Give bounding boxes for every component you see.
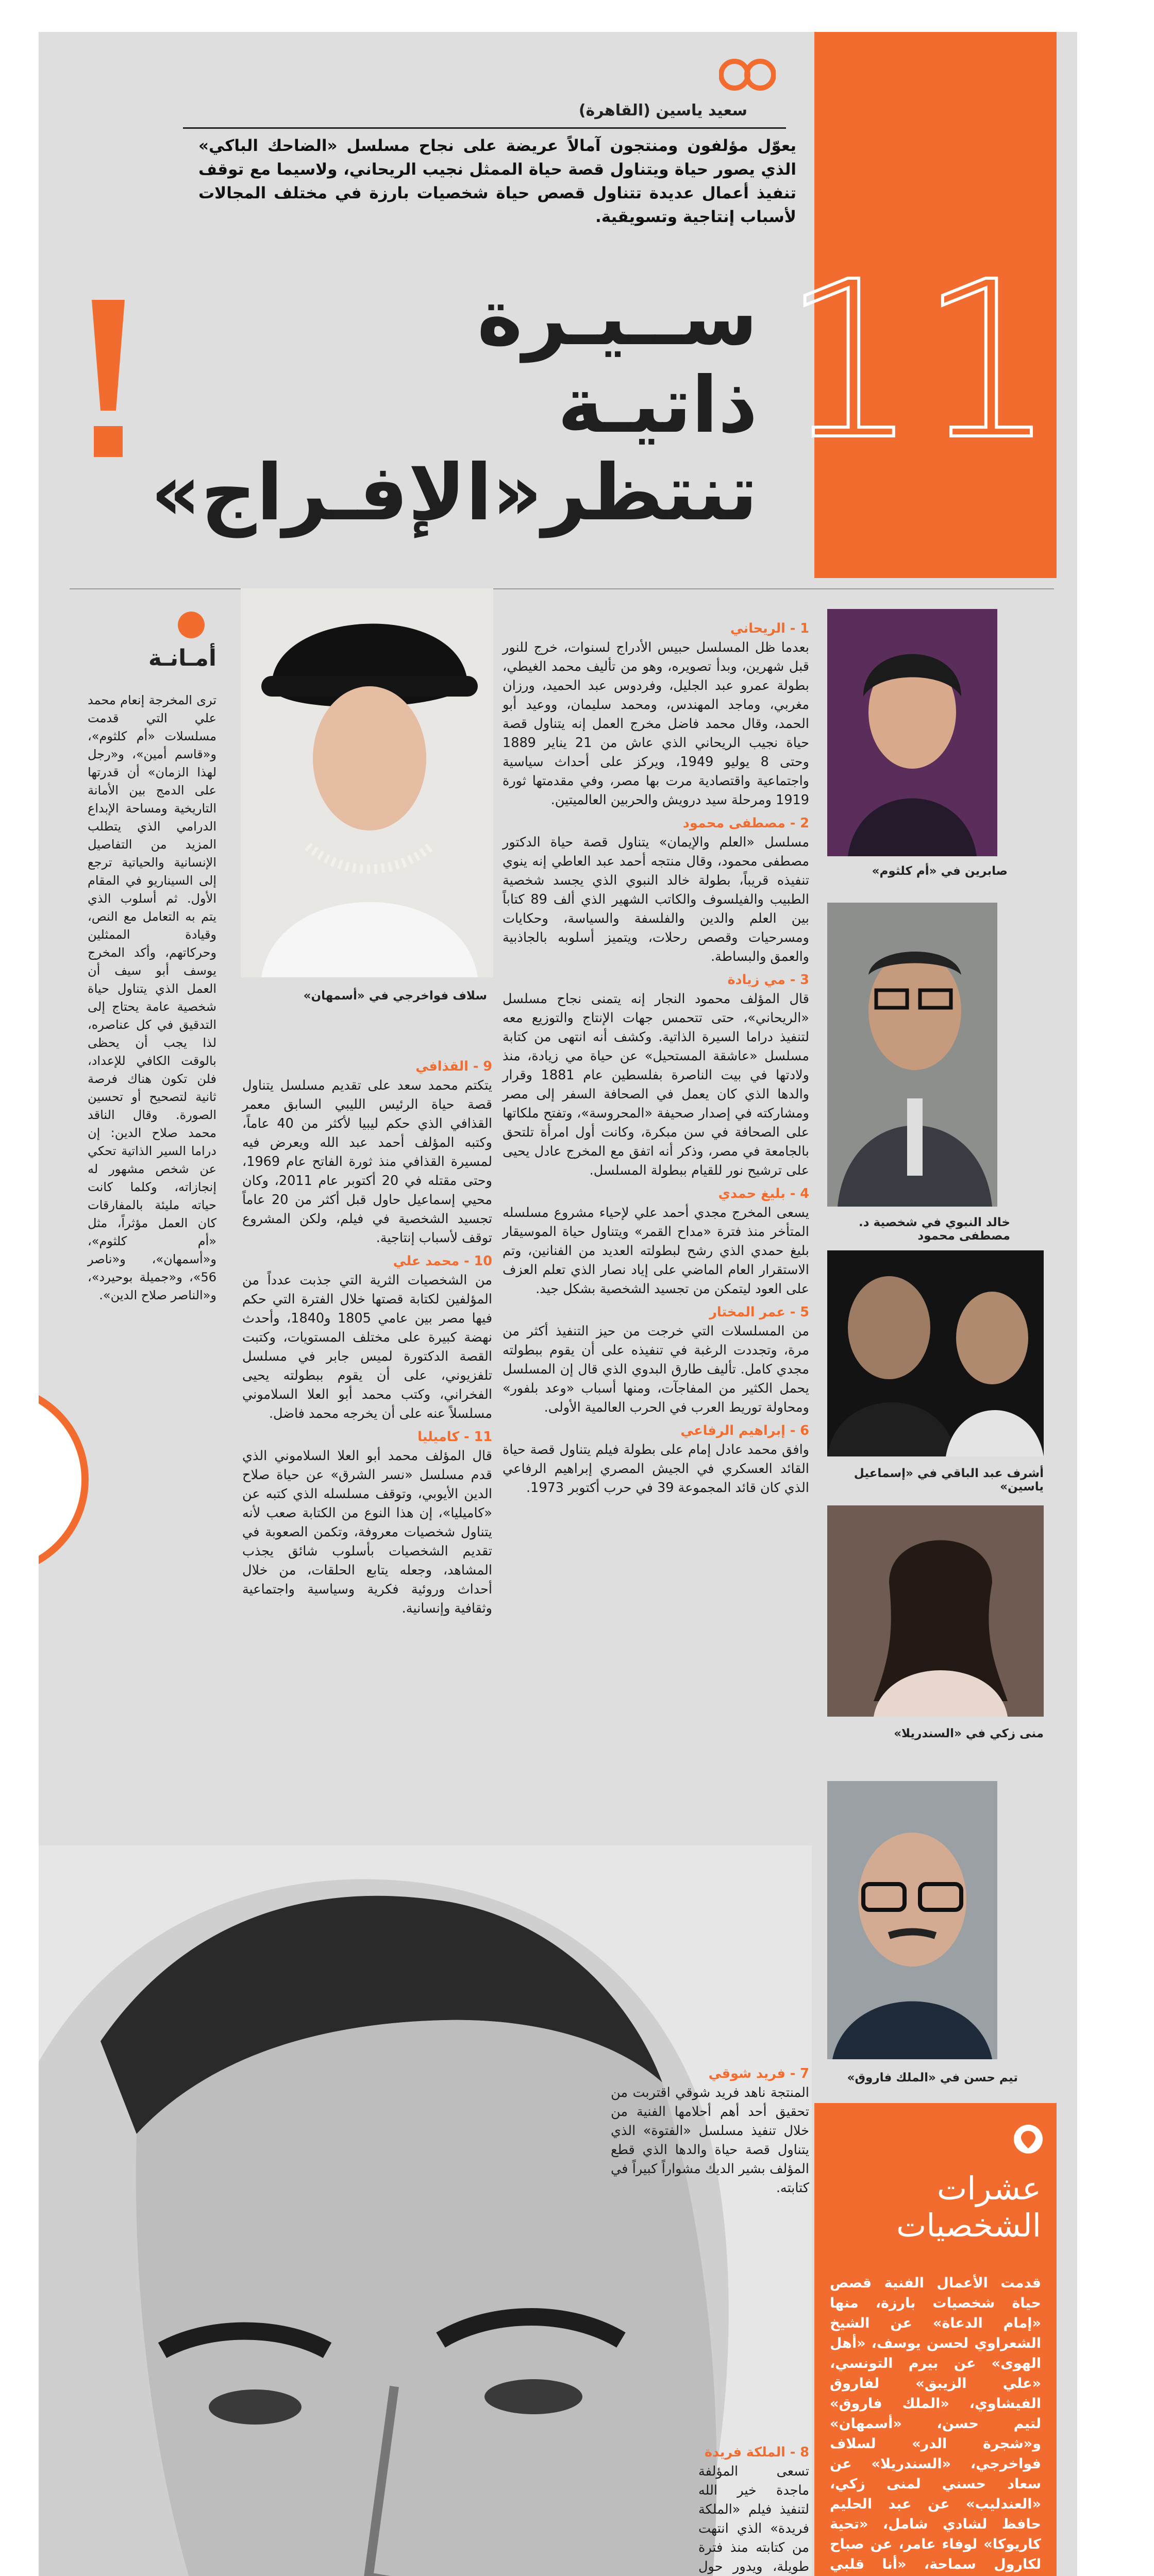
- entry-title: 9 - القذافي: [415, 1059, 492, 1074]
- entries-column-narrow: [611, 2064, 809, 2202]
- entry-title: 8 - الملكة فريدة: [705, 2445, 809, 2460]
- cinderella-photo: [827, 1505, 1044, 1717]
- entry-9: [242, 1057, 492, 1248]
- entry-text: يسعى المخرج مجدي أحمد علي لإحياء مشروع مسلسله المتأخر منذ فترة «مداح القمر» ويتناول حياة الموسيقار بليغ حمدي الذي رشح لبطولته العديد من الفنانين، وتم الاستقرار العام الماضي على إياد نصار الذي تعلم العزف على العود ليتمكن من تجسيد الشخصية بشكل جيد.: [503, 1205, 809, 1297]
- personalities-box: [814, 2103, 1057, 2576]
- entry-11: [242, 1428, 492, 1618]
- entry-text: قال المؤلف محمد أبو العلا السلاموني الذي قدم مسلسل «نسر الشرق» عن حياة صلاح الدين الأيوبي، وتوقف مسلسله الذي كتبه عن «كاميليا»، إن هذا النوع من الكتابة صعب لأنه يتناول شخصيات معروفة، وتكمن الصعوبة في تقديم الشخصيات بأسلوب شائق يجذب المشاهد، وجعله يتابع الحلقات، من خلال أحداث وروئية فكرية وسياسية واجتماعية وثقافية وإنسانية.: [242, 1448, 492, 1616]
- quote-icon: [719, 57, 776, 93]
- entry-title: 11 - كاميليا: [417, 1429, 492, 1445]
- entry-title: 2 - مصطفى محمود: [682, 816, 809, 831]
- ismail-yassin-caption: أشرف عبد الباقي في «إسماعيل ياسين»: [854, 1467, 1044, 1494]
- entry-title: 1 - الريحاني: [730, 621, 809, 636]
- asmahan-caption: سلاف فواخرجي في «أسمهان»: [303, 989, 487, 1003]
- byline: سعيد ياسين (القاهرة): [578, 101, 747, 120]
- section-divider: [70, 588, 1054, 589]
- entry-7: [611, 2064, 809, 2198]
- mostafa-mahmoud-photo: [827, 903, 997, 1207]
- king-farouk-photo: [827, 1781, 997, 2059]
- entry-text: المنتجة ناهد فريد شوقي اقتربت من تحقيق أحد أهم أحلامها الفنية من خلال تنفيذ مسلسل «الفتوة» الذي يتناول قصة حياة والدها الذي قطع المؤلف بشير الديك مشواراً كبيراً في كتابته.: [611, 2085, 809, 2196]
- entry-1: [503, 619, 809, 810]
- cinderella-caption: منى زكي في «السندريلا»: [894, 1727, 1044, 1740]
- sidebar-title: أمـانـة: [148, 645, 216, 671]
- entry-title: 10 - محمد علي: [393, 1253, 492, 1269]
- decorative-circle: [39, 1371, 116, 1588]
- magazine-page: [39, 32, 1077, 2576]
- location-pin-icon: [178, 612, 205, 638]
- entry-text: من الشخصيات الثرية التي جذبت عدداً من المؤلفين لكتابة قصتها خلال الفترة التي حكم فيها مصر بين عامي 1805 و1840، وأحدث نهضة كبيرة على مختلف المستويات، وكتبت القصة الدكتورة لميس جابر في مسلسل تلفزيوني، على أن يقوم ببطولته يحيى الفخراني، وكتب محمد أبو العلا السلاموني مسلسلاً عنه على أن يخرجه محمد فاضل.: [242, 1273, 493, 1421]
- byline-divider: [183, 127, 786, 129]
- entry-title: 4 - بليغ حمدي: [718, 1186, 809, 1201]
- entry-text: وافق محمد عادل إمام على بطولة فيلم يتناول قصة حياة القائد العسكري في الجيش المصري إبراهيم الرفاعي الذي كان قائد المجموعة 39 في حرب أكتوبر 1973.: [503, 1442, 809, 1496]
- box-text: قدمت الأعمال الفنية قصص حياة شخصيات بارزة، منها «إمام الدعاة» عن الشيخ الشعراوي لحسن يوسف، «أهل الهوى» عن بيرم التونسي، «علي الزيبق» لفاروق الفيشاوي، «الملك فاروق» لتيم حسن، «أسمهان» و«شجرة الدر» لسلاف فواخرجي، «السندريلا» عن سعاد حسني لمنى زكي، «العندليب» عن عبد الحليم حافظ لشادي شامل، «تحية كاريوكا» لوفاء عامر، عن صباح لكارول سماحة، «أنا قلبي: [830, 2275, 1041, 2572]
- entry-4: [503, 1184, 809, 1299]
- entry-title: 7 - فريد شوقي: [708, 2066, 809, 2081]
- entries-column-right: [503, 619, 809, 1502]
- entry-text: يتكتم محمد سعد على تقديم مسلسل يتناول قصة حياة الرئيس الليبي السابق معمر القذافي الذي حكم ليبيا لأكثر من 40 عاماً، وكتبه المؤلف أحمد عبد الله ويعرض فيه لمسيرة القذافي منذ ثورة الفاتح عام 1969، وحتى مقتله في 20 أكتوبر عام 2011، وكان محيي إسماعيل حاول قبل أكثر من 20 عاماً تجسيد الشخصية في فيلم، ولكن المشروع توقف لأسباب إنتاجية.: [242, 1078, 492, 1246]
- headline-line-2: تنتظر«الإفـراج»: [150, 448, 758, 538]
- entry-text: تسعى المؤلفة ماجدة خير الله لتنفيذ فيلم «الملكة فريدة» الذي انتهت من كتابته منذ فترة طويلة، ويدور حول: [698, 2464, 809, 2574]
- entry-title: 3 - مي زيادة: [727, 972, 809, 988]
- headline-line-1: ســيـرة ذاتيـة: [477, 273, 758, 450]
- entry-3: [503, 971, 809, 1180]
- location-pin-icon: [1013, 2124, 1044, 2155]
- umm-kulthum-photo: [827, 609, 997, 856]
- entry-10: [242, 1252, 492, 1423]
- rihani-portrait: [39, 1845, 812, 2576]
- box-title: عشرات الشخصيات: [896, 2170, 1041, 2244]
- entry-text: من المسلسلات التي خرجت من حيز التنفيذ أكثر من مرة، وتجددت الرغبة في تنفيذه على أن يقوم ببطولته مجدي كامل. تأليف طارق البدوي الذي قال إن المسلسل يحمل الكثير من المفاجآت، ومنها أسباب «وعد بلفور» ومحاولة توريط العرب في الحرب العالمية الأولى.: [503, 1324, 809, 1415]
- ismail-yassin-photo: [827, 1250, 1044, 1456]
- entry-title: 5 - عمر المختار: [709, 1304, 809, 1320]
- king-farouk-caption: تيم حسن في «الملك فاروق»: [847, 2071, 1018, 2084]
- entry-6: [503, 1421, 809, 1498]
- exclamation-icon: [88, 300, 129, 460]
- entry-text: مسلسل «العلم والإيمان» يتناول قصة حياة الدكتور مصطفى محمود، وقال منتجه أحمد عبد العاطي إنه ينوي تنفيذه قريباً، بطولة خالد النبوي الذي يجسد شخصية الطبيب والفيلسوف والكاتب الشهير الذي ألف 89 كتاباً بين العلم والدين والفلسفة والسياسة، وحكايات ومسرحيات وقصص رحلات، ويتميز أسلوبه بالجاذبية والعمق والبساطة.: [503, 835, 810, 964]
- entries-column-middle: [242, 1057, 492, 1622]
- entry-5: [503, 1303, 809, 1417]
- umm-kulthum-caption: صابرين في «أم كلثوم»: [872, 865, 1008, 878]
- entry-title: 6 - إبراهيم الرفاعي: [680, 1423, 809, 1438]
- big-number: 11: [781, 235, 1057, 487]
- entry-text: بعدما ظل المسلسل حبيس الأدراج لسنوات، خرج للنور قبل شهرين، وبدأ تصويره، وهو من تأليف محمد الغيطي، بطولة عمرو عبد الجليل، وفردوس عبد الحميد، ورزان مغربي، وماجد المهندس، ومحمد سليمان، ووعيد أبو الحمد، وقال محمد فاضل مخرج العمل إنه يتناول قصة حياة نجيب الريحاني الذي عاش من 21 يناير 1889 وحتى 8 يوليو 1949، ويركز على أحداث سياسية واجتماعية واقتصادية مرت بها مصر، وفي مقدمتها ثورة 1919 ومرحلة سيد درويش والحربين العالميتين.: [503, 640, 809, 808]
- sidebar-text: ترى المخرجة إنعام محمد علي التي قدمت مسلسلات «أم كلثوم»، و«قاسم أمين»، و«رجل لهذا الزمان» أن قدرتها على الدمج بين الأمانة التاريخية ومساحة الإبداع الدرامي الذي يتطلب المزيد من التفاصيل الإنسانية والحياتية ترجع إلى السيناريو في المقام الأول. ثم أسلوب الذي يتم به التعامل مع النص، وقيادة الممثلين وحركاتهم، وأكد المخرج يوسف أبو سيف أن العمل الذي يتناول حياة شخصية عامة يحتاج إلى التدقيق في كل عناصره، لذا يجب أن يحظى بالوقت الكافي للإعداد، فلن تكون هناك فرصة ثانية لتصحيح أو تحسين الصورة. وقال الناقد محمد صلاح الدين: إن دراما السير الذاتية تحكي عن شخص مشهور له إنجازاته، وكلما كانت حياته مليئة بالمفارقات كان العمل مؤثراً، مثل «أم كلثوم»، و«أسمهان»، و«ناصر 56»، و«جميلة بوحيرد»، و«الناصر صلاح الدين».: [88, 693, 216, 1302]
- entry-text: قال المؤلف محمود النجار إنه يتمنى نجاح مسلسل «الريحاني»، حتى تتحمس جهات الإنتاج والتوزيع معه لتنفيذ دراما السيرة الذاتية. وكشف أنه انتهى من كتابة مسلسل «عاشقة المستحيل» عن حياة مي زيادة، منذ ولادتها في بيت الناصرة بفلسطين عام 1881 وقرار والدها الذي كان يعمل في الصحافة السفر إلى مصر ومشاركته في إصدار صحيفة «المحروسة»، وتفتح ملكاتها على الصحافة في سن مبكرة، وكانت أول امرأة تلتحق بالجامعة في مصر، وذكر أنه اتفق مع المخرج عادل يحيى على ترشيح نور للقيام ببطولة المسلسل.: [503, 991, 809, 1178]
- intro-paragraph: يعوّل مؤلفون ومنتجون آمالاً عريضة على نجاح مسلسل «الضاحك الباكي» الذي يصور حياة ويتناول قصة حياة الممثل نجيب الريحاني، ولاسيما مع توقف تنفيذ أعمال عديدة تتناول قصص حياة شخصيات بارزة في مختلف المجالات لأسباب إنتاجية وتسويقية.: [198, 137, 796, 226]
- asmahan-photo: [241, 588, 493, 977]
- entry-8: [698, 2443, 809, 2576]
- mostafa-mahmoud-caption: خالد النبوي في شخصية د. مصطفى محمود: [858, 1216, 1010, 1243]
- entries-column-bottom: [698, 2443, 809, 2576]
- entry-2: [503, 814, 809, 967]
- headline: [150, 273, 758, 538]
